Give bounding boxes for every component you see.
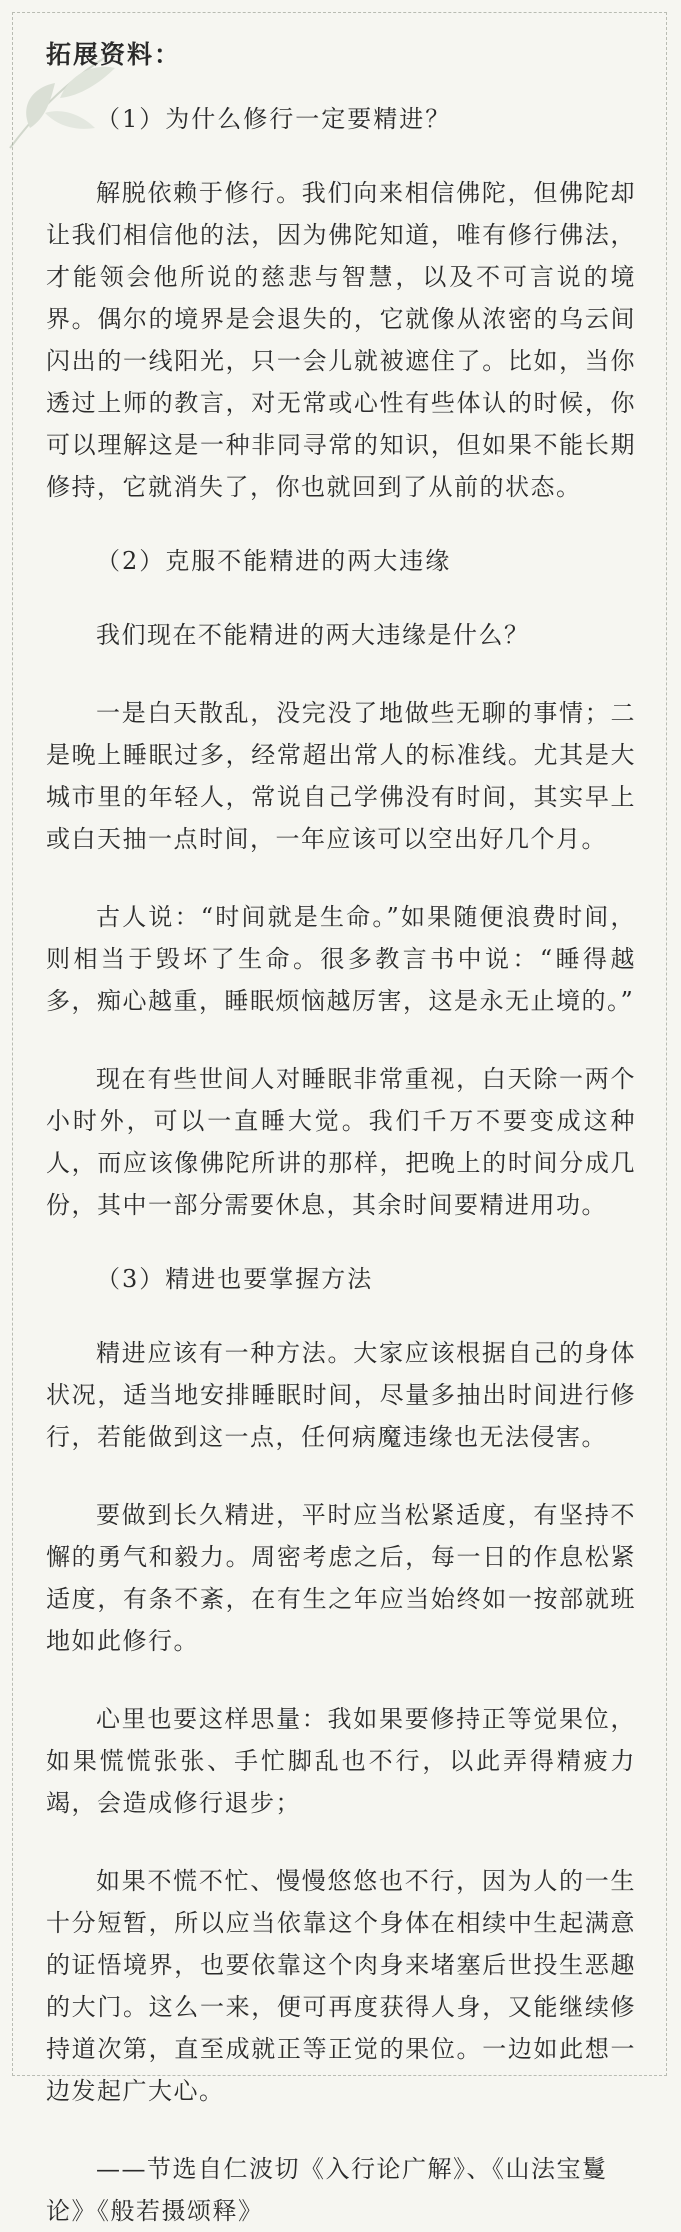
section-title-3: （3）精进也要掌握方法 [96, 1265, 374, 1293]
paragraph: 我们现在不能精进的两大违缘是什么？ [96, 621, 530, 649]
paragraph: 一是白天散乱，没完没了地做些无聊的事情；二是晚上睡眠过多，经常超出常人的标准线。尤其是大城市里的年轻人，常说自己学佛没有时间，其实早上或白天抽一点时间，一年应该可以空出好几个月。 [46, 699, 636, 853]
source-citation: ——节选自仁波切《入行论广解》、《山法宝鬘论》《般若摄颂释》 [46, 2155, 608, 2225]
paragraph: 心里也要这样思量：我如果要修持正等觉果位，如果慌慌张张、手忙脚乱也不行，以此弄得精疲力竭，会造成修行退步； [46, 1705, 636, 1817]
section-title-2: （2）克服不能精进的两大违缘 [96, 547, 452, 575]
paragraph: 要做到长久精进，平时应当松紧适度，有坚持不懈的勇气和毅力。周密考虑之后，每一日的作息松紧适度，有条不紊，在有生之年应当始终如一按部就班地如此修行。 [46, 1501, 636, 1655]
section-title-1: （1）为什么修行一定要精进？ [96, 105, 452, 133]
paragraph: 如果不慌不忙、慢慢悠悠也不行，因为人的一生十分短暂，所以应当依靠这个身体在相续中生起满意的证悟境界，也要依靠这个肉身来堵塞后世投生恶趣的大门。这么一来，便可再度获得人身，又能继续修持道次第，直至成就正等正觉的果位。一边如此想一边发起广大心。 [46, 1867, 636, 2105]
article-content [46, 38, 636, 2232]
paragraph: 古人说：“时间就是生命。”如果随便浪费时间，则相当于毁坏了生命。很多教言书中说：“睡得越多，痴心越重，睡眠烦恼越厉害，这是永无止境的。” [46, 903, 636, 1015]
paragraph: 解脱依赖于修行。我们向来相信佛陀，但佛陀却让我们相信他的法，因为佛陀知道，唯有修行佛法，才能领会他所说的慈悲与智慧，以及不可言说的境界。偶尔的境界是会退失的，它就像从浓密的乌云间闪出的一线阳光，只一会儿就被遮住了。比如，当你透过上师的教言，对无常或心性有些体认的时候，你可以理解这是一种非同寻常的知识，但如果不能长期修持，它就消失了，你也就回到了从前的状态。 [46, 179, 636, 501]
section-heading: 拓展资料： [46, 40, 182, 69]
paragraph: 精进应该有一种方法。大家应该根据自己的身体状况，适当地安排睡眠时间，尽量多抽出时间进行修行，若能做到这一点，任何病魔违缘也无法侵害。 [46, 1339, 636, 1451]
paragraph: 现在有些世间人对睡眠非常重视，白天除一两个小时外，可以一直睡大觉。我们千万不要变成这种人，而应该像佛陀所讲的那样，把晚上的时间分成几份，其中一部分需要休息，其余时间要精进用功。 [46, 1065, 636, 1219]
